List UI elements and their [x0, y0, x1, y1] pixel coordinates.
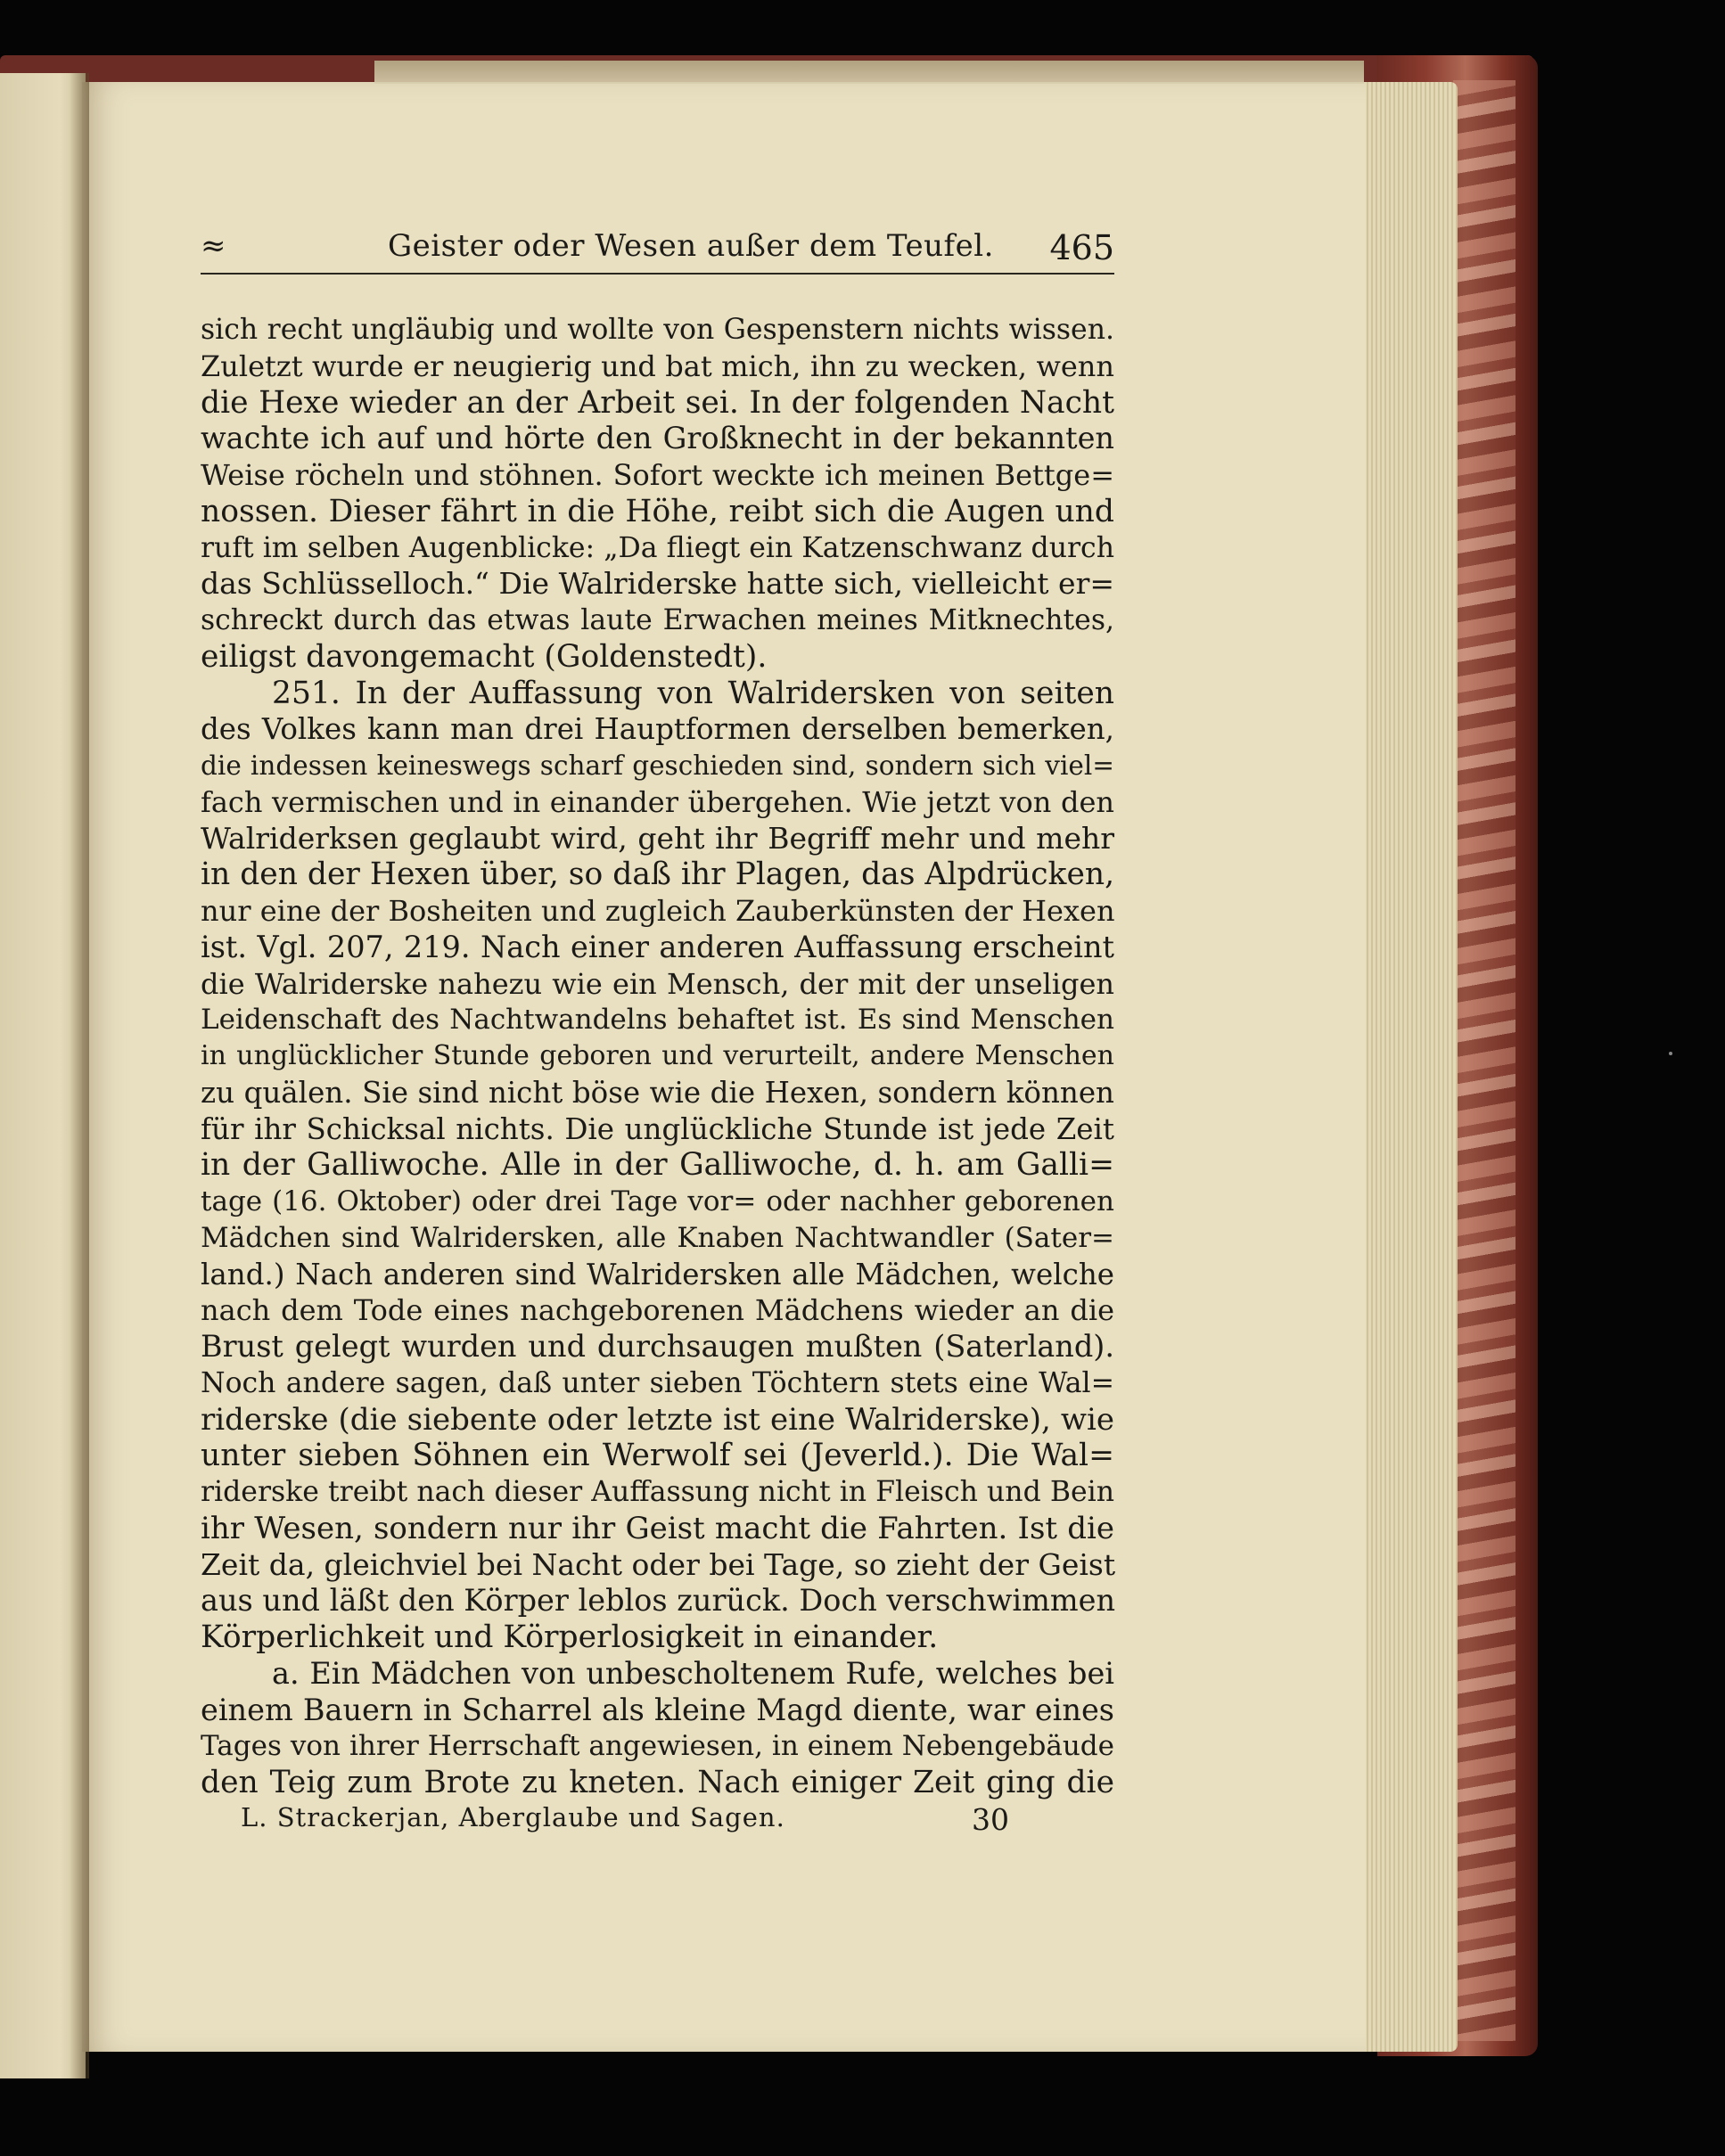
text-line: ist. Vgl. 207, 219. Nach einer anderen Auffassung erscheint: [201, 929, 1114, 964]
text-line: ihr Wesen, sondern nur ihr Geist macht die Fahrten. Ist die: [201, 1510, 1114, 1546]
text-line: eiligst davongemacht (Goldenstedt).: [201, 638, 768, 675]
text-line: für ihr Schicksal nichts. Die unglückliche Stunde ist jede Zeit: [201, 1111, 1114, 1146]
text-line: Brust gelegt wurden und durchsaugen mußten (Saterland).: [201, 1329, 1114, 1364]
marbled-cover-pattern: [1453, 80, 1516, 2041]
text-line: die Walriderske nahezu wie ein Mensch, der mit der unseligen: [201, 966, 1114, 1001]
text-line: in den der Hexen über, so daß ihr Plagen, das Alpdrücken,: [201, 857, 1115, 893]
text-line: den Teig zum Brote zu kneten. Nach einiger Zeit ging die: [201, 1765, 1114, 1800]
page-number: 465: [1049, 228, 1114, 267]
gutter-shadow: [70, 73, 89, 2078]
text-line: in der Galliwoche. Alle in der Galliwoche, d. h. am Galli=: [201, 1147, 1114, 1184]
running-title: Geister oder Wesen außer dem Teufel.: [388, 228, 994, 264]
header-ornament: ≈: [201, 228, 226, 264]
text-line: sich recht ungläubig und wollte von Gespenstern nichts wissen.: [201, 314, 1114, 346]
text-line: Tages von ihrer Herrschaft angewiesen, in einem Nebengebäude: [201, 1730, 1114, 1763]
text-line: Mädchen sind Walridersken, alle Knaben Nachtwandler (Sater=: [201, 1221, 1114, 1254]
body-text: [201, 312, 1114, 1801]
text-line: einem Bauern in Scharrel als kleine Magd diente, war eines: [201, 1692, 1114, 1727]
text-line: Weise röcheln und stöhnen. Sofort weckte ich meinen Bettge=: [201, 458, 1114, 492]
page-footer: [241, 1802, 1043, 1847]
text-line: aus und läßt den Körper leblos zurück. Doch verschwimmen: [201, 1583, 1116, 1619]
text-line: nur eine der Bosheiten und zugleich Zauberkünsten der Hexen: [201, 894, 1115, 928]
text-line: schreckt durch das etwas laute Erwachen meines Mitknechtes,: [201, 604, 1114, 636]
text-line: land.) Nach anderen sind Walridersken alle Mädchen, welche: [201, 1257, 1114, 1291]
text-line: die indessen keineswegs scharf geschieden sind, sondern sich viel=: [201, 750, 1114, 781]
text-line: tage (16. Oktober) oder drei Tage vor= oder nachher geborenen: [201, 1185, 1114, 1217]
text-line: des Volkes kann man drei Hauptformen derselben bemerken,: [201, 712, 1114, 747]
text-line: Körperlichkeit und Körperlosigkeit in einander.: [201, 1619, 939, 1655]
text-line: riderske (die siebente oder letzte ist eine Walriderske), wie: [201, 1401, 1114, 1438]
text-line: die Hexe wieder an der Arbeit sei. In der folgenden Nacht: [201, 384, 1114, 421]
text-line: nossen. Dieser fährt in die Höhe, reibt sich die Augen und: [201, 493, 1114, 529]
paragraph-start-a: a. Ein Mädchen von unbescholtenem Rufe, welches bei: [272, 1655, 1114, 1691]
text-line: Leidenschaft des Nachtwandelns behaftet ist. Es sind Menschen: [201, 1004, 1114, 1037]
text-line: Noch andere sagen, daß unter sieben Töchtern stets eine Wal=: [201, 1366, 1114, 1399]
sheet-number: 30: [972, 1802, 1009, 1837]
text-line: nach dem Tode eines nachgeborenen Mädchens wieder an die: [201, 1293, 1114, 1328]
text-line: riderske treibt nach dieser Auffassung nicht in Fleisch und Bein: [201, 1476, 1114, 1508]
paragraph-start-251: 251. In der Auffassung von Walridersken von seiten: [272, 675, 1114, 711]
running-header: [201, 223, 1114, 276]
text-line: Zeit da, gleichviel bei Nacht oder bei Tage, so zieht der Geist: [201, 1546, 1116, 1582]
text-line: wachte ich auf und hörte den Großknecht in der bekannten: [201, 421, 1114, 456]
text-line: Zuletzt wurde er neugierig und bat mich, ihn zu wecken, wenn: [201, 348, 1114, 383]
text-line: unter sieben Söhnen ein Werwolf sei (Jeverld.). Die Wal=: [201, 1438, 1114, 1474]
text-line: fach vermischen und in einander übergehen. Wie jetzt von den: [201, 784, 1114, 819]
text-line: zu quälen. Sie sind nicht böse wie die Hexen, sondern können: [201, 1075, 1114, 1110]
text-line: in unglücklicher Stunde geboren und verurteilt, andere Menschen: [201, 1040, 1114, 1071]
page-top-edge: [374, 61, 1364, 84]
text-line: Walriderksen geglaubt wird, geht ihr Begriff mehr und mehr: [201, 820, 1114, 856]
text-line: das Schlüsselloch.“ Die Walriderske hatte sich, vielleicht er=: [201, 566, 1114, 602]
text-line: ruft im selben Augenblicke: „Da fliegt ein Katzenschwanz durch: [201, 531, 1114, 564]
dust-speck: [1669, 1052, 1672, 1055]
footer-signature: L. Strackerjan, Aberglaube und Sagen.: [241, 1802, 785, 1832]
page-edges: [1359, 82, 1458, 2052]
header-rule: [201, 273, 1114, 275]
